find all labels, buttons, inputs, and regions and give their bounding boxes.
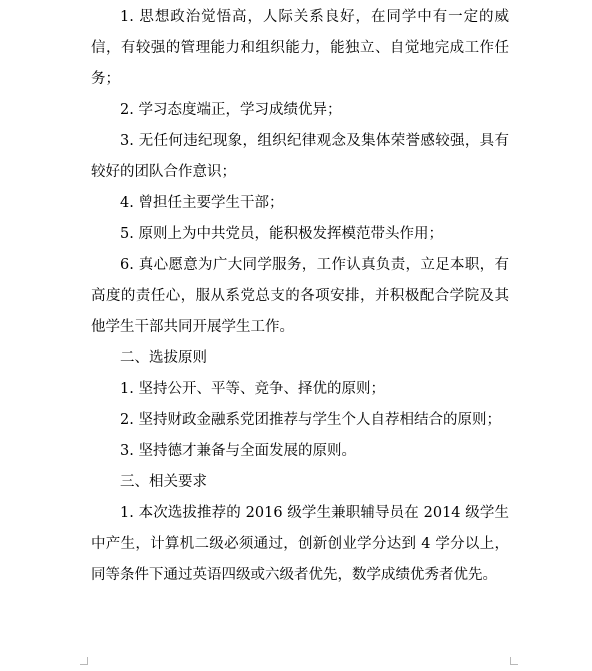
requirement-item-2: 2. 学习态度端正，学习成绩优异； — [120, 102, 342, 118]
margin-corner-mark-right — [510, 657, 518, 665]
requirement-item-3: 3. 无任何违纪现象，组织纪律观念及集体荣誉感较强，具有较好的团队合作意识； — [91, 133, 509, 180]
margin-corner-mark-left — [80, 657, 88, 665]
principle-item-3: 3. 坚持德才兼备与全面发展的原则。 — [120, 443, 356, 459]
principle-item-2: 2. 坚持财政金融系党团推荐与学生个人自荐相结合的原则； — [120, 412, 501, 428]
requirement-item-4: 4. 曾担任主要学生干部； — [120, 195, 284, 211]
principle-item-1: 1. 坚持公开、平等、竞争、择优的原则； — [120, 381, 385, 397]
section-heading-related-requirements: 三、相关要求 — [120, 474, 207, 490]
requirement-item-5: 5. 原则上为中共党员，能积极发挥模范带头作用； — [120, 226, 443, 242]
related-requirement-item-1: 1. 本次选拔推荐的 2016 级学生兼职辅导员在 2014 级学生中产生，计算机二级必须通过，创新创业学分达到 4 学分以上，同等条件下通过英语四级或六级者优先，数学成绩优秀者优先。 — [91, 505, 509, 583]
requirement-item-1: 1. 思想政治觉悟高，人际关系良好，在同学中有一定的威信，有较强的管理能力和组织能力，能独立、自觉地完成工作任务； — [91, 9, 509, 87]
document-body — [91, 2, 509, 591]
requirement-item-6: 6. 真心愿意为广大同学服务，工作认真负责，立足本职，有高度的责任心，服从系党总支的各项安排，并积极配合学院及其他学生干部共同开展学生工作。 — [91, 257, 509, 335]
section-heading-selection-principles: 二、选拔原则 — [120, 350, 207, 366]
